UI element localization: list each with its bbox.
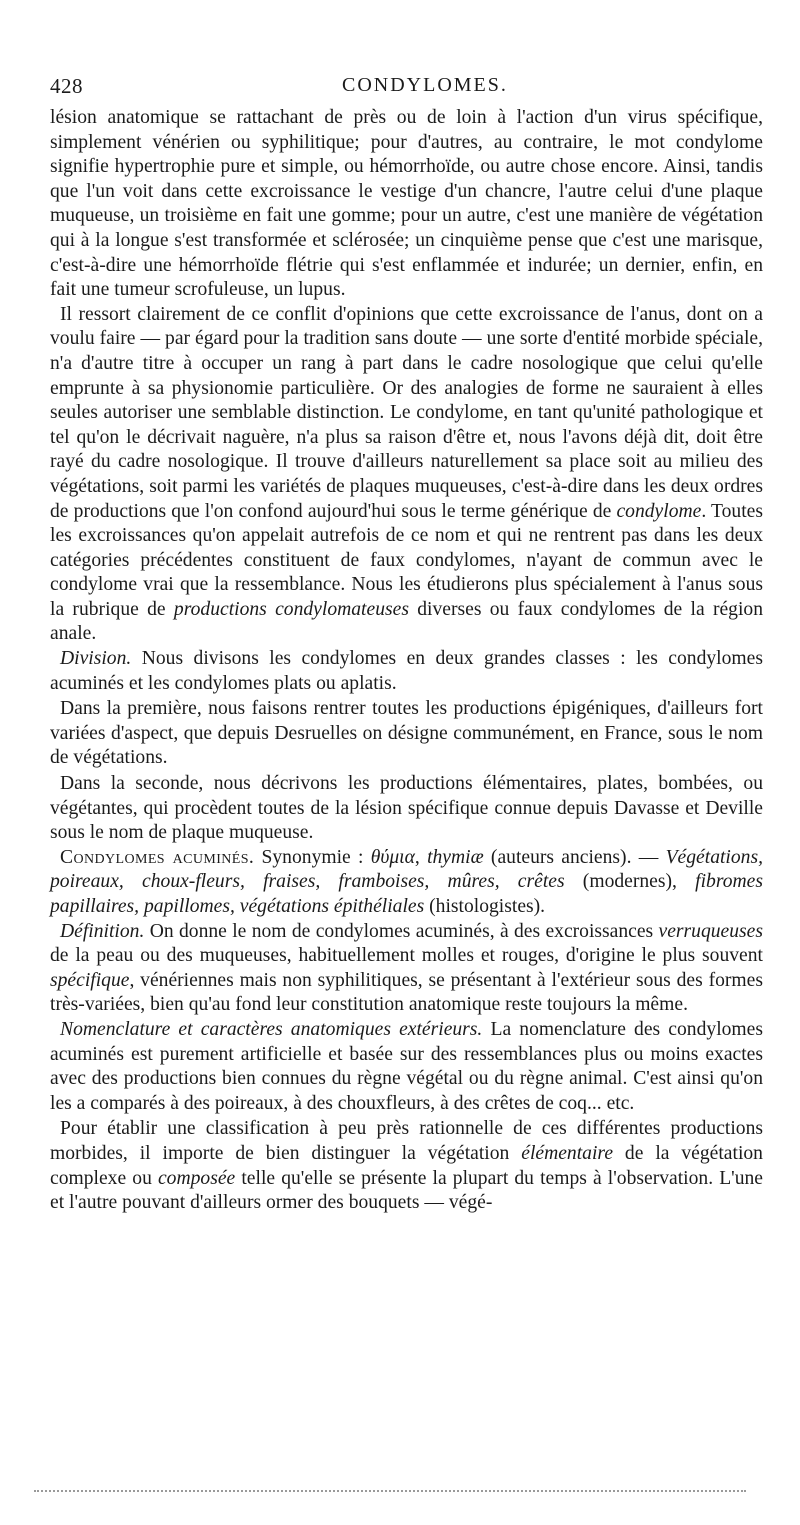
italic-text: spécifique	[50, 969, 130, 991]
paragraph	[50, 846, 763, 920]
smallcaps-heading: Condylomes acuminés.	[60, 846, 255, 868]
text-run: telle qu'elle se présente la plupart du temps à l'observation. L'une et l'autre pouvant d'ailleurs ormer des bouquets — végé-	[50, 1167, 763, 1214]
paragraph	[50, 1117, 763, 1215]
italic-text: Végétations, poireaux, choux-fleurs, fraises, framboises, mûres, crêtes	[50, 846, 763, 893]
italic-text: Définition.	[60, 920, 145, 942]
footer-rule	[34, 1490, 746, 1492]
text-run: (histologistes).	[424, 896, 546, 917]
paragraph	[50, 697, 763, 771]
italic-text: verruqueuses	[658, 920, 763, 942]
paragraph	[50, 106, 763, 303]
text-run: Il ressort clairement de ce conflit d'opinions que cette excroissance de l'anus, dont on a voulu faire — par égard pour la tradition sans doute — une sorte d'entité morbide spéciale, n'a d'autre titre à occuper un rang à part dans le cadre nosologique que celui qu'elle emprunte à sa physionomie particulière. Or des analogies de forme ne sauraient à elles seules autoriser une semblable distinction. Le condylome, en tant qu'unité pathologique et tel qu'on le décrivait naguère, n'a plus sa raison d'être et, nous l'avons déjà dit, doit être rayé du cadre nosologique. Il trouve d'ailleurs naturellement sa place soit au milieu des végétations, soit parmi les variétés de plaques muqueuses, c'est-à-dire dans les deux ordres de productions que l'on confond aujourd'hui sous le terme générique de	[50, 303, 763, 522]
text-run: ,	[414, 846, 428, 868]
text-run: Dans la première, nous faisons rentrer toutes les productions épigéniques, d'ailleurs fort variées d'aspect, que depuis Desruelles on désigne communément, en France, sous le nom de végétations.	[50, 698, 763, 769]
paragraph	[50, 772, 763, 846]
body-text	[50, 106, 763, 1216]
paragraph	[50, 1018, 763, 1116]
page-number: 428	[50, 74, 83, 98]
running-title: CONDYLOMES.	[342, 74, 508, 96]
italic-text: thymiæ	[427, 846, 484, 868]
italic-text: condylome	[616, 500, 702, 522]
text-run: lésion anatomique se rattachant de près ou de loin à l'action d'un virus spécifique, simplement vénérien ou syphilitique; pour d'autres, au contraire, le mot condylome signifie hypertrophie pure et simple, ou hémorrhoïde, ou autre chose encore. Ainsi, tandis que l'un voit dans cette excroissance le vestige d'un chancre, l'autre celui d'une plaque muqueuse, un troisième en fait une gomme; pour un autre, c'est une manière de végétation qui à la longue s'est transformée et sclérosée; un cinquième pense que c'est une marisque, c'est-à-dire une hémorrhoïde flétrie qui s'est enflammée et indurée; un dernier, enfin, en fait une tumeur scrofuleuse, un lupus.	[50, 107, 763, 301]
text-run: Pour établir une classification à peu près rationnelle de ces différentes productions morbides, il importe de bien distinguer la végétation	[50, 1118, 763, 1164]
text-run: . Toutes les excroissances qu'on appelait autrefois de ce nom et qui ne rentrent pas dans les deux catégories précédentes constituent de faux condylomes, n'ayant de commun avec le condylome vrai que la ressemblance. Nous les étudierons plus spécialement à l'anus sous la rubrique de	[50, 500, 763, 620]
text-run: Dans la seconde, nous décrivons les productions élémentaires, plates, bombées, ou végétantes, qui procèdent toutes de la lésion spécifique connue depuis Davasse et Deville sous le nom de plaque muqueuse.	[50, 773, 763, 844]
text-run: On donne le nom de condylomes acuminés, à des excroissances	[144, 920, 659, 942]
italic-text: composée	[157, 1167, 236, 1189]
text-run: diverses ou faux condylomes de la région anale.	[50, 598, 763, 645]
italic-text: θύμια	[370, 846, 415, 868]
italic-text: fibromes papillaires, papillomes, végétations épithéliales	[50, 871, 763, 917]
text-run: , vénériennes mais non syphilitiques, se présentant à l'extérieur sous des formes très-variées, bien qu'au fond leur constitution anatomique reste toujours la même.	[50, 969, 763, 1016]
paragraph	[50, 920, 763, 1018]
italic-text: productions condylomateuses	[173, 598, 409, 620]
text-run: (modernes),	[564, 871, 696, 893]
text-run: de la végétation complexe ou	[50, 1142, 763, 1189]
page-header	[50, 74, 763, 106]
text-run: Nous divisons les condylomes en deux grandes classes : les condylomes acuminés et les condylomes plats ou aplatis.	[50, 648, 763, 694]
text-run: Synonymie :	[254, 846, 371, 868]
italic-text: élémentaire	[521, 1142, 614, 1164]
text-run: (auteurs anciens). —	[483, 846, 666, 868]
text-run: La nomenclature des condylomes acuminés est purement artificielle et basée sur des ressemblances plus ou moins exactes avec des productions bien connues du règne végétal ou du règne animal. C'est ainsi qu'on les a comparés à des poireaux, à des chouxfleurs, à des crêtes de coq... etc.	[50, 1018, 763, 1114]
italic-text: Nomenclature et caractères anatomiques extérieurs.	[60, 1018, 483, 1040]
book-page	[50, 0, 763, 1525]
paragraph	[50, 303, 763, 647]
italic-text: Division.	[60, 648, 132, 670]
text-run: de la peau ou des muqueuses, habituellement molles et rouges, d'origine le plus souvent	[50, 945, 763, 967]
paragraph	[50, 647, 763, 696]
